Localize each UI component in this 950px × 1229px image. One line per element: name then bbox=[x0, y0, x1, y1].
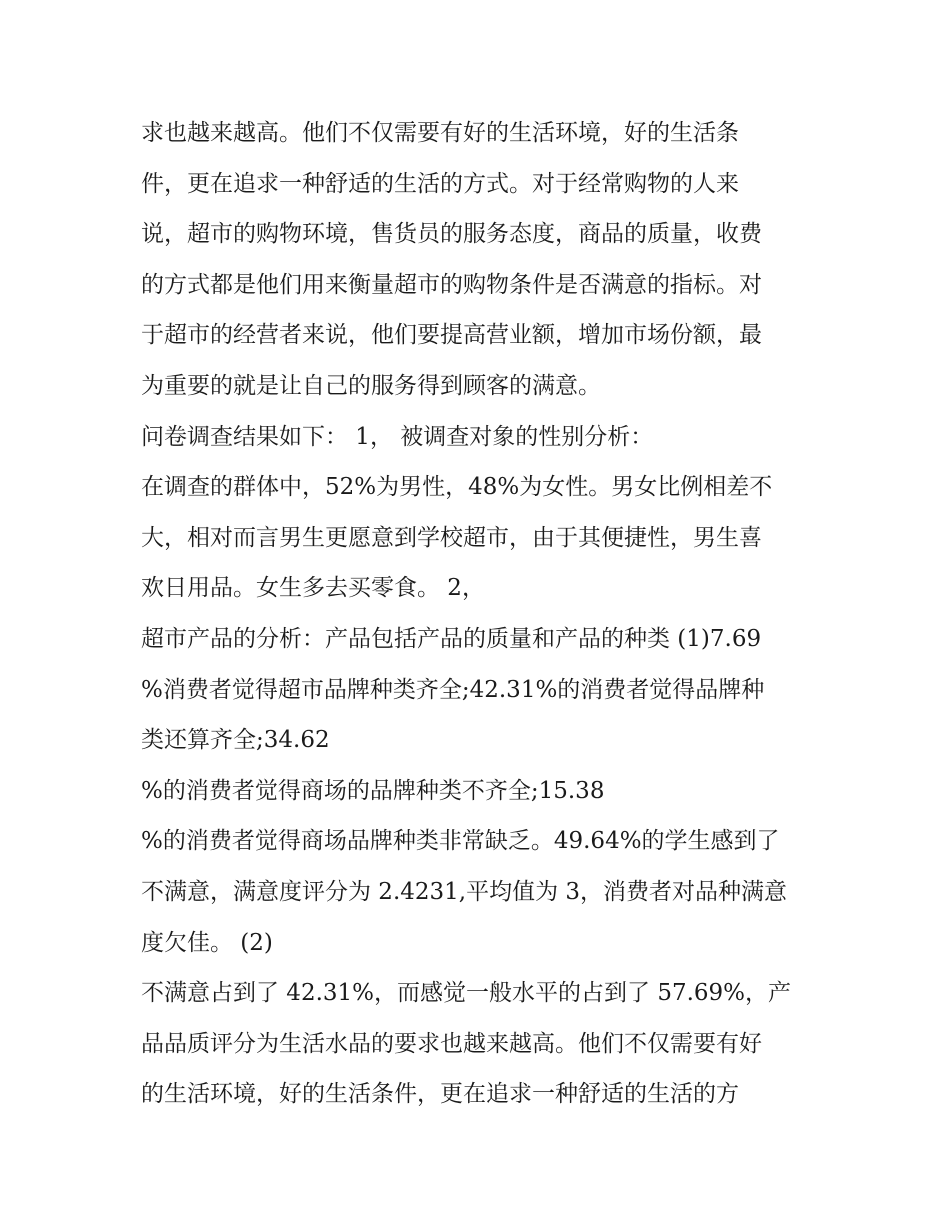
text-line: 为重要的就是让自己的服务得到顾客的满意。 bbox=[141, 372, 601, 399]
text-line: 问卷调查结果如下： 1， 被调查对象的性别分析： bbox=[141, 423, 654, 450]
text-line: 不满意，满意度评分为 2.4231,平均值为 3，消费者对品种满意 bbox=[141, 878, 788, 905]
text-line: 的方式都是他们用来衡量超市的购物条件是否满意的指标。对 bbox=[141, 271, 762, 298]
text-line: %的消费者觉得商场品牌种类非常缺乏。49.64%的学生感到了 bbox=[141, 828, 780, 855]
text-line: 在调查的群体中，52%为男性，48%为女性。男女比例相差不 bbox=[141, 474, 773, 501]
text-line: 说，超市的购物环境，售货员的服务态度，商品的质量，收费 bbox=[141, 221, 762, 248]
text-line: 度欠佳。 (2) bbox=[141, 929, 273, 956]
text-line: 于超市的经营者来说，他们要提高营业额，增加市场份额，最 bbox=[141, 322, 762, 349]
text-line: %消费者觉得超市品牌种类齐全;42.31%的消费者觉得品牌种 bbox=[141, 676, 765, 703]
text-line: 欢日用品。女生多去买零食。 2， bbox=[141, 575, 485, 602]
text-line: 大，相对而言男生更愿意到学校超市，由于其便捷性，男生喜 bbox=[141, 524, 762, 551]
text-line: 件，更在追求一种舒适的生活的方式。对于经常购物的人来 bbox=[141, 170, 739, 197]
text-line: 求也越来越高。他们不仅需要有好的生活环境，好的生活条 bbox=[141, 120, 739, 146]
body-text bbox=[141, 108, 821, 1120]
text-line: 类还算齐全;34.62 bbox=[141, 727, 330, 754]
text-line: 的生活环境，好的生活条件，更在追求一种舒适的生活的方 bbox=[141, 1081, 739, 1108]
text-line: 品品质评分为生活水品的要求也越来越高。他们不仅需要有好 bbox=[141, 1030, 762, 1057]
text-line: 超市产品的分析：产品包括产品的质量和产品的种类 (1)7.69 bbox=[141, 625, 762, 652]
text-line: 不满意占到了 42.31%，而感觉一般水平的占到了 57.69%，产 bbox=[141, 980, 792, 1007]
text-line: %的消费者觉得商场的品牌种类不齐全;15.38 bbox=[141, 777, 605, 804]
